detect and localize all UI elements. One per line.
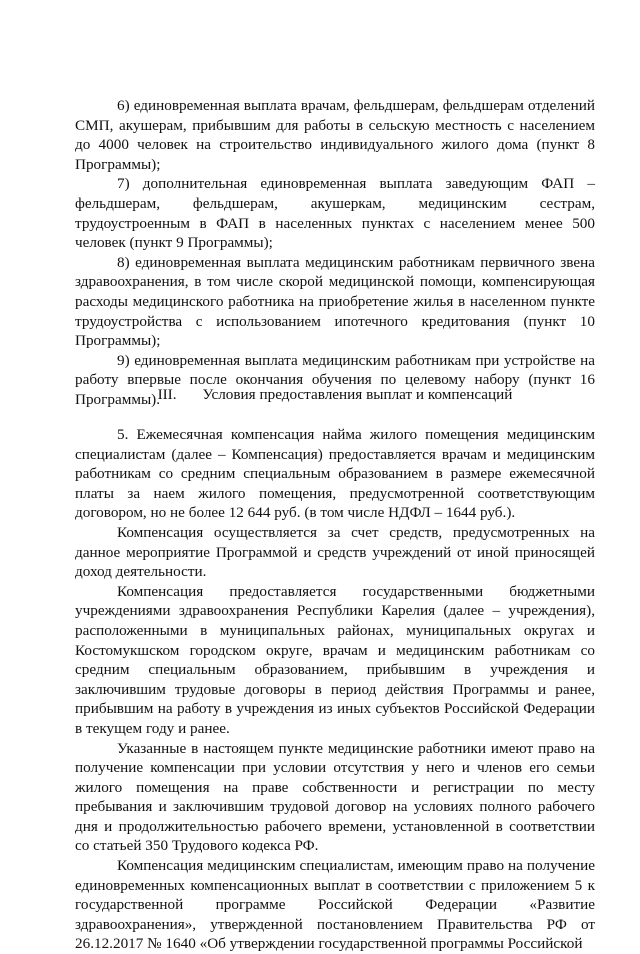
paragraph-compensation-definition: 5. Ежемесячная компенсация найма жилого помещения медицинским специалистам (далее – Компенсация) предоставляется врачам и медицинским работникам со средним специальным образованием в размере ежемесячной платы за наем жилого помещения, предусмотренной соответствующим договором, но не более 12 644 руб. (в том числе НДФЛ – 1644 руб.). bbox=[75, 426, 595, 522]
list-item-7: 7) дополнительная единовременная выплата заведующим ФАП – фельдшерам, фельдшерам, акушеркам, медицинским сестрам, трудоустроенным в ФАП в населенных пунктах с населением менее 500 человек (пункт 9 Программы); bbox=[75, 175, 595, 252]
paragraph-eligibility-conditions: Указанные в настоящем пункте медицинские работники имеют право на получение компенсации при условии отсутствия у него и членов его семьи жилого помещения на праве собственности и регистрации по месту пребывания и заключившим трудовой договор на условиях полного рабочего дня и продолжительностью рабочего времени, установленной в соответствии со статьей 350 Трудового кодекса РФ. bbox=[75, 739, 595, 855]
paragraph-funding-source: Компенсация осуществляется за счет средств, предусмотренных на данное мероприятие Программой и средств учреждений от иной приносящей доход деятельности. bbox=[75, 523, 595, 581]
section-body bbox=[75, 425, 595, 954]
section-title: Условия предоставления выплат и компенсаций bbox=[202, 386, 513, 403]
section-number: III. bbox=[157, 386, 177, 403]
list-item-8: 8) единовременная выплата медицинским работникам первичного звена здравоохранения, в том числе скорой медицинской помощи, компенсирующая расходы медицинского работника на приобретение жилья в населенном пункте трудоустройства с использованием ипотечного кредитования (пункт 10 Программы); bbox=[75, 253, 595, 350]
list-item-6: 6) единовременная выплата врачам, фельдшерам, фельдшерам отделений СМП, акушерам, прибывшим для работы в сельскую местность с населением до 4000 человек на строительство индивидуального жилого дома (пункт 8 Программы); bbox=[75, 97, 595, 173]
section-heading bbox=[75, 385, 595, 405]
paragraph-federal-program: Компенсация медицинским специалистам, имеющим право на получение единовременных компенсационных выплат в соответствии с приложением 5 к государственной программе Российской Федерации «Развитие здравоохранения», утвержденной постановлением Правительства РФ от 26.12.2017 № 1640 «Об утверждении государственной программы Российской bbox=[75, 857, 595, 953]
paragraph-eligible-institutions: Компенсация предоставляется государственными бюджетными учреждениями здравоохранения Республики Карелия (далее – учреждения), расположенными в муниципальных районах, муниципальных округах и Костомукшском городском округе, врачам и медицинским работникам со средним специальным образованием, прибывшим в учреждения и заключившим трудовые договоры в период действия Программы и ранее, прибывшим на работу в учреждения из иных субъектов Российской Федерации в текущем году и ранее. bbox=[75, 582, 595, 737]
list-item-9: 9) единовременная выплата медицинским работникам при устройстве на работу впервые после окончания обучения по целевому набору (пункт 16 Программы). bbox=[75, 351, 595, 408]
payments-list bbox=[75, 96, 595, 410]
